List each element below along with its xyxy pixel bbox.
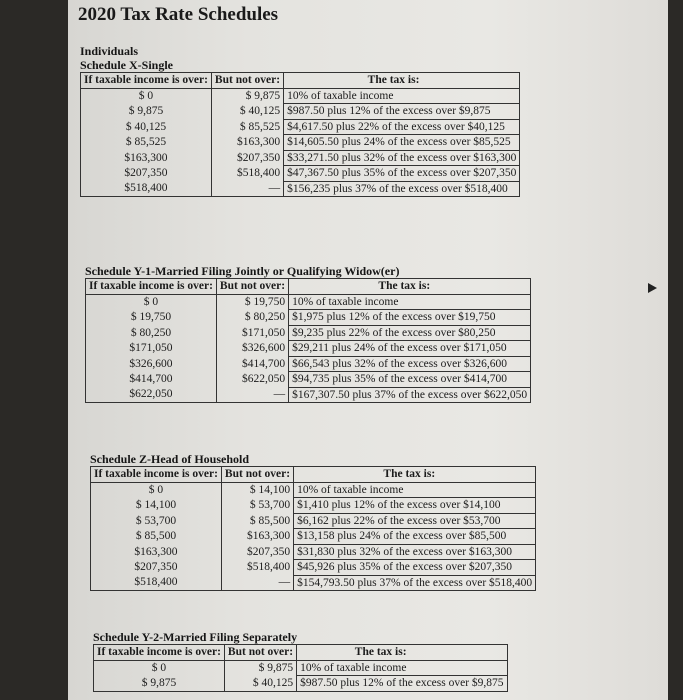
but-not-over-cell: $171,050	[216, 325, 288, 341]
tax-cell: $33,271.50 plus 32% of the excess over $163,300	[284, 150, 520, 166]
income-over-cell: $163,300	[81, 150, 212, 166]
tax-cell: $45,926 plus 35% of the excess over $207,350	[294, 560, 536, 576]
income-over-cell: $ 85,500	[91, 529, 222, 545]
but-not-over-cell: —	[211, 181, 283, 197]
income-over-cell: $ 9,875	[81, 104, 212, 120]
income-over-cell: $171,050	[86, 341, 217, 357]
income-over-cell: $ 80,250	[86, 325, 217, 341]
column-header: The tax is:	[289, 279, 531, 295]
but-not-over-cell: $163,300	[211, 135, 283, 151]
but-not-over-cell: $ 19,750	[216, 294, 288, 310]
page-title: 2020 Tax Rate Schedules	[78, 4, 279, 25]
but-not-over-cell: $ 40,125	[224, 676, 296, 692]
tax-cell: $9,235 plus 22% of the excess over $80,250	[289, 325, 531, 341]
table-row	[81, 119, 520, 135]
table-row	[94, 676, 508, 692]
income-over-cell: $ 14,100	[91, 498, 222, 514]
table-row	[91, 482, 536, 498]
income-over-cell: $622,050	[86, 387, 217, 403]
tax-cell: $6,162 plus 22% of the excess over $53,700	[294, 513, 536, 529]
table-row	[81, 181, 520, 197]
table-row	[86, 356, 531, 372]
but-not-over-cell: $ 9,875	[211, 88, 283, 104]
income-over-cell: $207,350	[81, 166, 212, 182]
schedule-x-table	[80, 72, 520, 197]
schedule-title: Schedule Z-Head of Household	[90, 452, 250, 466]
tax-cell: $154,793.50 plus 37% of the excess over $518,400	[294, 575, 536, 591]
tax-cell: $47,367.50 plus 35% of the excess over $207,350	[284, 166, 520, 182]
schedule-z-table	[90, 466, 536, 591]
income-over-cell: $ 0	[81, 88, 212, 104]
income-over-cell: $ 0	[91, 482, 222, 498]
but-not-over-cell: $518,400	[211, 166, 283, 182]
table-header-row	[91, 467, 536, 483]
but-not-over-cell: $414,700	[216, 356, 288, 372]
income-over-cell: $ 0	[94, 660, 225, 676]
column-header: If taxable income is over:	[91, 467, 222, 483]
schedule-y1-table	[85, 278, 531, 403]
table-row	[91, 529, 536, 545]
table-row	[81, 88, 520, 104]
column-header: But not over:	[221, 467, 293, 483]
column-header: The tax is:	[284, 73, 520, 89]
income-over-cell: $518,400	[91, 575, 222, 591]
table-row	[91, 560, 536, 576]
tax-cell: $13,158 plus 24% of the excess over $85,500	[294, 529, 536, 545]
income-over-cell: $ 53,700	[91, 513, 222, 529]
table-row	[91, 498, 536, 514]
but-not-over-cell: $518,400	[221, 560, 293, 576]
tax-cell: $167,307.50 plus 37% of the excess over $622,050	[289, 387, 531, 403]
but-not-over-cell: $ 85,525	[211, 119, 283, 135]
but-not-over-cell: $207,350	[221, 544, 293, 560]
document-page	[68, 0, 668, 700]
schedule-y2-table	[93, 644, 508, 692]
tax-cell: $4,617.50 plus 22% of the excess over $40,125	[284, 119, 520, 135]
schedule-title: Schedule X-Single	[80, 58, 174, 72]
table-header-row	[94, 645, 508, 661]
column-header: But not over:	[211, 73, 283, 89]
but-not-over-cell: $ 53,700	[221, 498, 293, 514]
mouse-cursor-icon	[648, 283, 657, 293]
column-header: The tax is:	[294, 467, 536, 483]
but-not-over-cell: $326,600	[216, 341, 288, 357]
but-not-over-cell: $ 9,875	[224, 660, 296, 676]
tax-cell: $31,830 plus 32% of the excess over $163,300	[294, 544, 536, 560]
tax-cell: $1,975 plus 12% of the excess over $19,750	[289, 310, 531, 326]
tax-cell: $14,605.50 plus 24% of the excess over $85,525	[284, 135, 520, 151]
schedule-y2-block	[93, 630, 508, 692]
but-not-over-cell: $ 80,250	[216, 310, 288, 326]
but-not-over-cell: $ 40,125	[211, 104, 283, 120]
table-row	[91, 544, 536, 560]
table-row	[81, 104, 520, 120]
table-row	[94, 660, 508, 676]
income-over-cell: $207,350	[91, 560, 222, 576]
schedule-z-block	[90, 452, 536, 591]
table-row	[81, 166, 520, 182]
income-over-cell: $163,300	[91, 544, 222, 560]
table-row	[91, 513, 536, 529]
but-not-over-cell: —	[221, 575, 293, 591]
column-header: If taxable income is over:	[86, 279, 217, 295]
tax-cell: 10% of taxable income	[289, 294, 531, 310]
table-header-row	[86, 279, 531, 295]
income-over-cell: $ 19,750	[86, 310, 217, 326]
income-over-cell: $ 85,525	[81, 135, 212, 151]
schedule-title: Schedule Y-1-Married Filing Jointly or Qualifying Widow(er)	[85, 264, 400, 278]
tax-cell: $94,735 plus 35% of the excess over $414,700	[289, 372, 531, 388]
tax-cell: $987.50 plus 12% of the excess over $9,875	[284, 104, 520, 120]
table-row	[91, 575, 536, 591]
table-row	[86, 387, 531, 403]
tax-cell: $1,410 plus 12% of the excess over $14,100	[294, 498, 536, 514]
column-header: If taxable income is over:	[81, 73, 212, 89]
income-over-cell: $326,600	[86, 356, 217, 372]
income-over-cell: $518,400	[81, 181, 212, 197]
tax-cell: $156,235 plus 37% of the excess over $518,400	[284, 181, 520, 197]
tax-cell: 10% of taxable income	[297, 660, 507, 676]
income-over-cell: $ 40,125	[81, 119, 212, 135]
column-header: But not over:	[216, 279, 288, 295]
but-not-over-cell: $ 14,100	[221, 482, 293, 498]
tax-cell: 10% of taxable income	[284, 88, 520, 104]
tax-cell: $66,543 plus 32% of the excess over $326,600	[289, 356, 531, 372]
table-row	[86, 372, 531, 388]
table-row	[86, 294, 531, 310]
but-not-over-cell: $622,050	[216, 372, 288, 388]
income-over-cell: $414,700	[86, 372, 217, 388]
column-header: If taxable income is over:	[94, 645, 225, 661]
section-heading: Individuals	[80, 44, 139, 58]
column-header: But not over:	[224, 645, 296, 661]
table-header-row	[81, 73, 520, 89]
but-not-over-cell: —	[216, 387, 288, 403]
column-header: The tax is:	[297, 645, 507, 661]
table-row	[86, 341, 531, 357]
tax-cell: 10% of taxable income	[294, 482, 536, 498]
schedule-x-block	[80, 44, 520, 197]
schedule-y1-block	[85, 264, 531, 403]
but-not-over-cell: $207,350	[211, 150, 283, 166]
tax-cell: $987.50 plus 12% of the excess over $9,875	[297, 676, 507, 692]
table-row	[86, 310, 531, 326]
income-over-cell: $ 0	[86, 294, 217, 310]
table-row	[81, 150, 520, 166]
table-row	[86, 325, 531, 341]
but-not-over-cell: $ 85,500	[221, 513, 293, 529]
income-over-cell: $ 9,875	[94, 676, 225, 692]
schedule-title: Schedule Y-2-Married Filing Separately	[93, 630, 298, 644]
but-not-over-cell: $163,300	[221, 529, 293, 545]
table-row	[81, 135, 520, 151]
tax-cell: $29,211 plus 24% of the excess over $171,050	[289, 341, 531, 357]
